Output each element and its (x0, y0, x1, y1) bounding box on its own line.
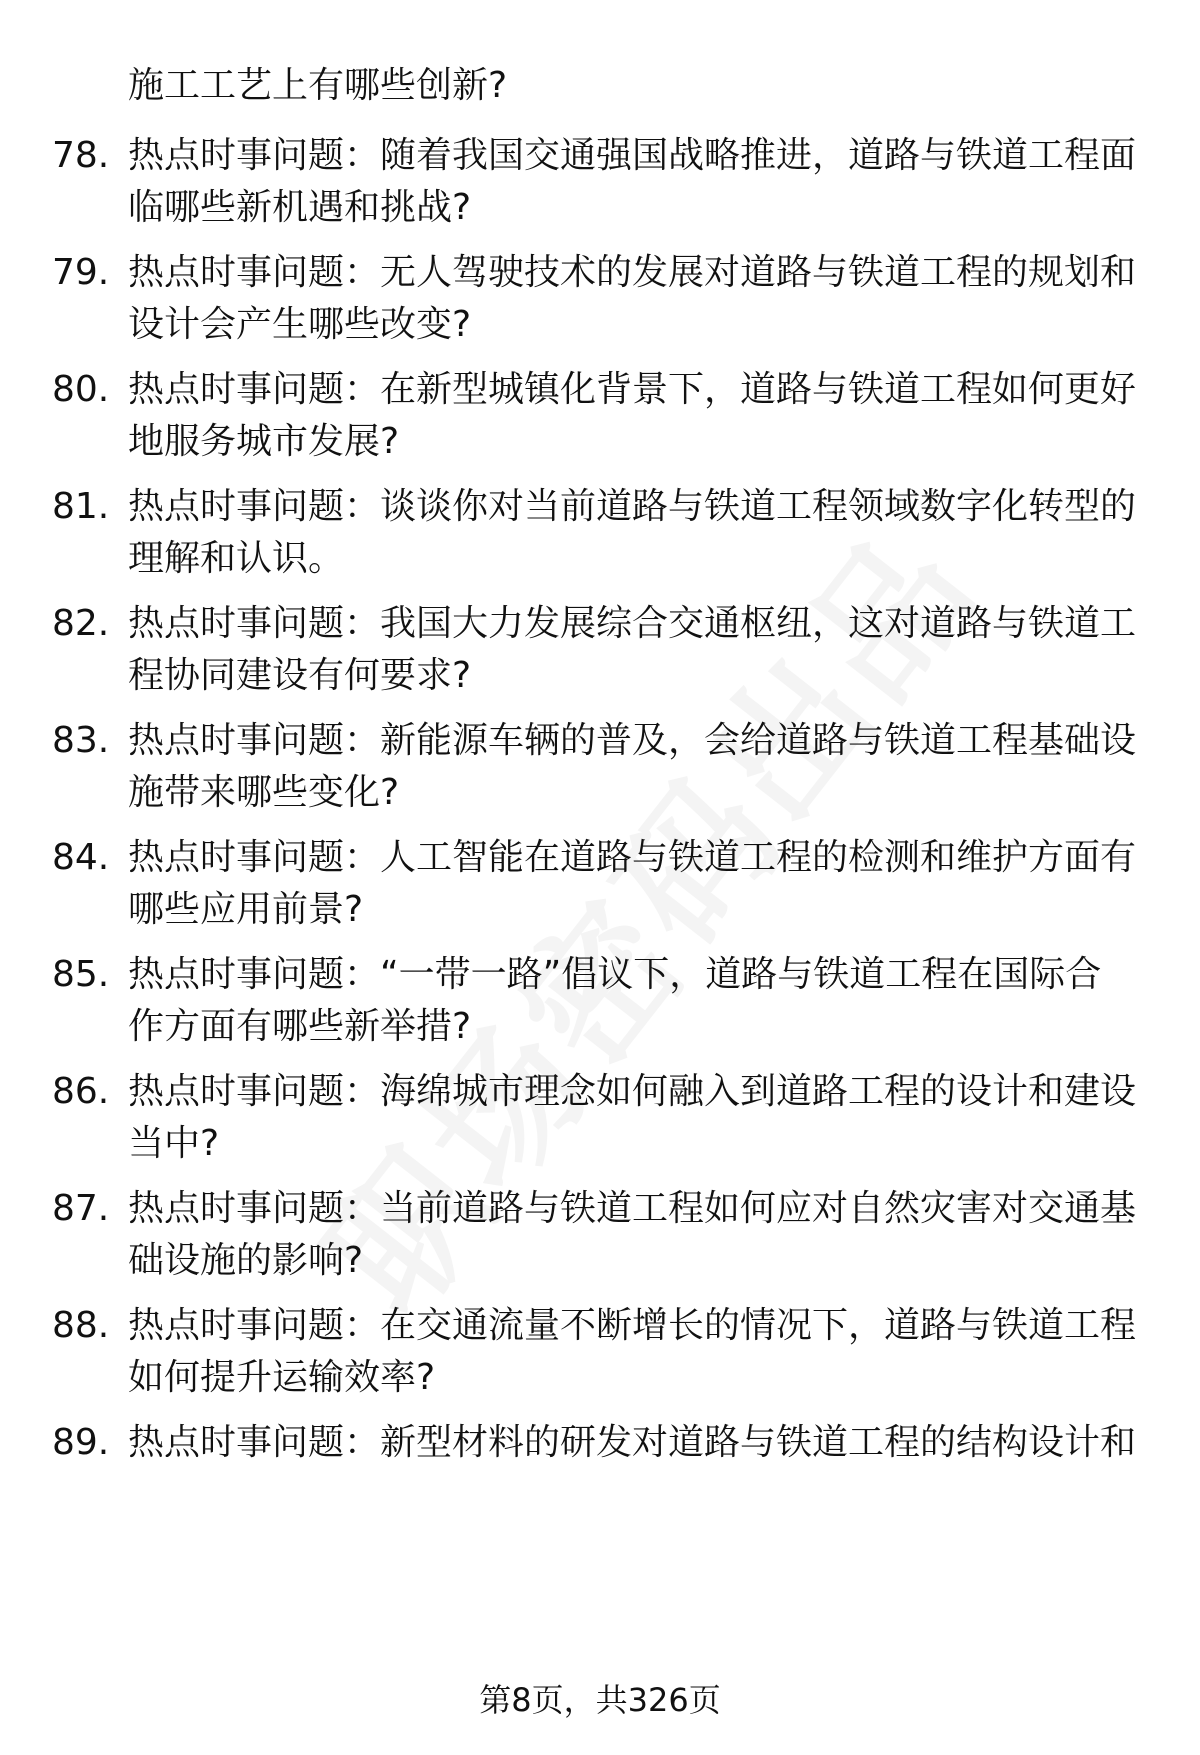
item-text-line: 热点时事问题：新型材料的研发对道路与铁道工程的结构设计和 (128, 1422, 1137, 1463)
item-number: 86. (52, 1071, 110, 1112)
item-number: 81. (52, 486, 110, 527)
item-text (128, 247, 1138, 351)
item-text (128, 715, 1138, 819)
item-text-line: 地服务城市发展? (128, 421, 400, 462)
item-number: 83. (52, 720, 110, 761)
item-text-line: 热点时事问题：在新型城镇化背景下，道路与铁道工程如何更好 (128, 369, 1137, 410)
item-text-line: 临哪些新机遇和挑战? (128, 187, 472, 228)
item-text-line: 如何提升运输效率? (128, 1357, 436, 1398)
item-text (128, 1300, 1138, 1404)
item-text-line: 程协同建设有何要求? (128, 655, 472, 696)
item-text-line: 哪些应用前景? (128, 889, 364, 930)
item-text-line: 热点时事问题：新能源车辆的普及，会给道路与铁道工程基础设 (128, 720, 1137, 761)
item-text-line: 热点时事问题：海绵城市理念如何融入到道路工程的设计和建设 (128, 1071, 1137, 1112)
item-number: 85. (52, 954, 110, 995)
item-text-line: 热点时事问题：谈谈你对当前道路与铁道工程领域数字化转型的 (128, 486, 1137, 527)
item-text (128, 481, 1138, 585)
item-text (128, 949, 1138, 1053)
item-text-line: 热点时事问题：人工智能在道路与铁道工程的检测和维护方面有 (128, 837, 1137, 878)
item-text-line: 热点时事问题：在交通流量不断增长的情况下，道路与铁道工程 (128, 1305, 1137, 1346)
item-text-line: 热点时事问题：无人驾驶技术的发展对道路与铁道工程的规划和 (128, 252, 1137, 293)
item-text (128, 598, 1138, 702)
item-number: 88. (52, 1305, 110, 1346)
item-text (128, 130, 1138, 234)
item-text-line: 热点时事问题：随着我国交通强国战略推进，道路与铁道工程面 (128, 135, 1137, 176)
continuation-text: 施工工艺上有哪些创新? (128, 65, 508, 106)
item-text-line: 理解和认识。 (128, 538, 345, 579)
item-text-line: 作方面有哪些新举措? (128, 1006, 472, 1047)
item-text (128, 1417, 1138, 1469)
item-text (128, 1183, 1138, 1287)
item-number: 78. (52, 135, 110, 176)
item-number: 82. (52, 603, 110, 644)
item-text-line: 当中? (128, 1123, 220, 1164)
item-number: 87. (52, 1188, 110, 1229)
item-text-line: 热点时事问题：当前道路与铁道工程如何应对自然灾害对交通基 (128, 1188, 1137, 1229)
item-text (128, 1066, 1138, 1170)
item-text-line: 热点时事问题：“一带一路”倡议下，道路与铁道工程在国际合 (128, 954, 1102, 995)
item-text-line: 设计会产生哪些改变? (128, 304, 472, 345)
item-text (128, 832, 1138, 936)
item-text-line: 热点时事问题：我国大力发展综合交通枢纽，这对道路与铁道工 (128, 603, 1137, 644)
item-number: 89. (52, 1422, 110, 1463)
item-number: 80. (52, 369, 110, 410)
item-text (128, 364, 1138, 468)
item-text-line: 础设施的影响? (128, 1240, 364, 1281)
item-text-line: 施带来哪些变化? (128, 772, 400, 813)
page-footer: 第8页，共326页 (479, 1681, 721, 1719)
item-number: 84. (52, 837, 110, 878)
item-number: 79. (52, 252, 110, 293)
